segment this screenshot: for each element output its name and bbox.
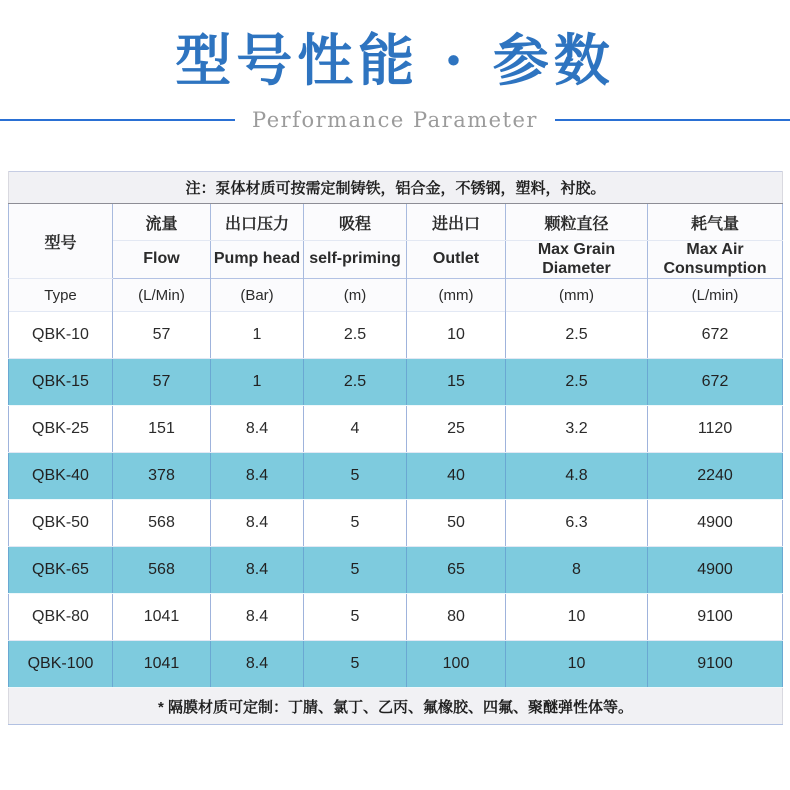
row-value-outlet: 80 [407, 594, 506, 641]
header-model-cn: 型号 [9, 204, 113, 279]
row-value-grain: 10 [506, 594, 648, 641]
page-header [0, 0, 790, 132]
header-col-grain-en: Max Grain Diameter [506, 241, 648, 279]
table-row [9, 500, 783, 547]
row-value-outlet: 10 [407, 312, 506, 359]
row-value-outlet: 100 [407, 641, 506, 688]
row-value-flow: 1041 [113, 641, 211, 688]
row-value-outlet: 50 [407, 500, 506, 547]
header-row-english [9, 241, 783, 279]
header-col-air-unit: (L/min) [648, 279, 783, 312]
row-value-pumphead: 8.4 [211, 453, 304, 500]
table-note-top: 注：泵体材质可按需定制铸铁，铝合金，不锈钢，塑料，衬胶。 [9, 172, 783, 204]
subtitle-divider-left [0, 119, 235, 121]
header-col-outlet-cn: 进出口 [407, 204, 506, 241]
row-value-grain: 6.3 [506, 500, 648, 547]
row-value-flow: 568 [113, 500, 211, 547]
row-value-air: 672 [648, 312, 783, 359]
header-col-outlet-unit: (mm) [407, 279, 506, 312]
row-value-grain: 2.5 [506, 312, 648, 359]
row-value-air: 672 [648, 359, 783, 406]
row-model: QBK-50 [9, 500, 113, 547]
row-value-grain: 3.2 [506, 406, 648, 453]
spec-table-header [9, 172, 783, 312]
row-model: QBK-15 [9, 359, 113, 406]
header-col-selfpriming-en: self-priming [304, 241, 407, 279]
header-col-pumphead-unit: (Bar) [211, 279, 304, 312]
header-col-pumphead-en: Pump head [211, 241, 304, 279]
row-value-selfpriming: 5 [304, 641, 407, 688]
row-value-flow: 1041 [113, 594, 211, 641]
row-value-flow: 57 [113, 312, 211, 359]
header-col-grain-unit: (mm) [506, 279, 648, 312]
row-value-pumphead: 8.4 [211, 500, 304, 547]
row-value-selfpriming: 5 [304, 500, 407, 547]
header-row-units [9, 279, 783, 312]
spec-table-body [9, 312, 783, 688]
row-value-outlet: 65 [407, 547, 506, 594]
header-col-pumphead-cn: 出口压力 [211, 204, 304, 241]
subtitle-divider-right [555, 119, 790, 121]
header-col-flow-unit: (L/Min) [113, 279, 211, 312]
table-note-bottom-row [9, 688, 783, 725]
row-value-selfpriming: 2.5 [304, 359, 407, 406]
subtitle-row [0, 108, 790, 132]
table-row [9, 547, 783, 594]
table-row [9, 594, 783, 641]
header-col-air-en: Max Air Consumption [648, 241, 783, 279]
row-value-pumphead: 1 [211, 359, 304, 406]
header-row-chinese [9, 204, 783, 241]
header-col-flow-en: Flow [113, 241, 211, 279]
table-row [9, 359, 783, 406]
header-col-outlet-en: Outlet [407, 241, 506, 279]
header-col-selfpriming-unit: (m) [304, 279, 407, 312]
table-row [9, 453, 783, 500]
header-col-flow-cn: 流量 [113, 204, 211, 241]
row-value-pumphead: 1 [211, 312, 304, 359]
row-value-air: 9100 [648, 641, 783, 688]
row-model: QBK-10 [9, 312, 113, 359]
row-value-flow: 151 [113, 406, 211, 453]
row-value-pumphead: 8.4 [211, 641, 304, 688]
table-row [9, 641, 783, 688]
row-value-air: 9100 [648, 594, 783, 641]
row-value-air: 1120 [648, 406, 783, 453]
row-value-outlet: 15 [407, 359, 506, 406]
table-note-top-row [9, 172, 783, 204]
row-value-flow: 378 [113, 453, 211, 500]
row-model: QBK-65 [9, 547, 113, 594]
row-value-air: 2240 [648, 453, 783, 500]
row-value-grain: 10 [506, 641, 648, 688]
row-value-selfpriming: 5 [304, 453, 407, 500]
row-value-pumphead: 8.4 [211, 547, 304, 594]
row-value-outlet: 25 [407, 406, 506, 453]
table-row [9, 312, 783, 359]
row-value-grain: 8 [506, 547, 648, 594]
header-col-air-cn: 耗气量 [648, 204, 783, 241]
row-model: QBK-100 [9, 641, 113, 688]
row-value-air: 4900 [648, 547, 783, 594]
row-value-selfpriming: 4 [304, 406, 407, 453]
header-model-en: Type [9, 279, 113, 312]
header-col-grain-cn: 颗粒直径 [506, 204, 648, 241]
page-title: 型号性能 · 参数 [175, 28, 615, 94]
row-value-grain: 2.5 [506, 359, 648, 406]
row-value-outlet: 40 [407, 453, 506, 500]
row-value-pumphead: 8.4 [211, 594, 304, 641]
row-value-flow: 57 [113, 359, 211, 406]
table-row [9, 406, 783, 453]
row-value-grain: 4.8 [506, 453, 648, 500]
row-value-air: 4900 [648, 500, 783, 547]
spec-table [8, 171, 783, 725]
row-value-pumphead: 8.4 [211, 406, 304, 453]
row-value-selfpriming: 5 [304, 547, 407, 594]
row-model: QBK-80 [9, 594, 113, 641]
page-subtitle: Performance Parameter [252, 108, 538, 132]
row-value-selfpriming: 2.5 [304, 312, 407, 359]
row-model: QBK-40 [9, 453, 113, 500]
spec-table-footer [9, 688, 783, 725]
table-note-bottom: * 隔膜材质可定制：丁腈、氯丁、乙丙、氟橡胶、四氟、聚醚弹性体等。 [9, 688, 783, 725]
header-col-selfpriming-cn: 吸程 [304, 204, 407, 241]
row-value-selfpriming: 5 [304, 594, 407, 641]
row-model: QBK-25 [9, 406, 113, 453]
row-value-flow: 568 [113, 547, 211, 594]
